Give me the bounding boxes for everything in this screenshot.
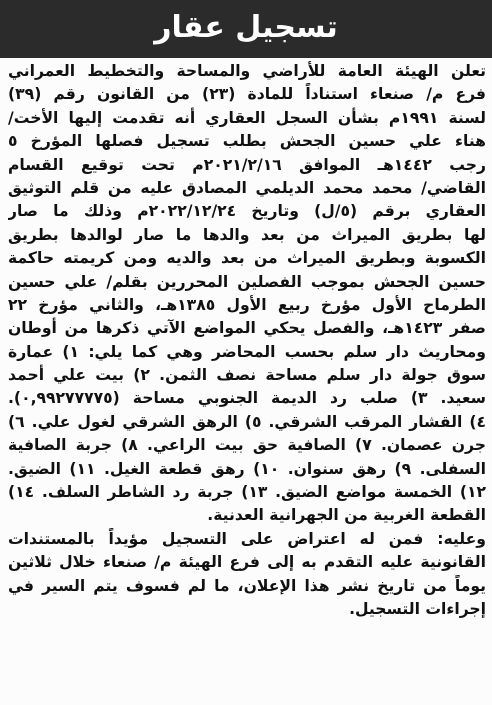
notice-line: تعلن الهيئة العامة للأراضي والمساحة والتخطيط العمراني bbox=[8, 62, 486, 80]
notice-line: لها بطريق الميراث من بعد والدها ما صار لوالدها بطريق bbox=[8, 225, 486, 244]
notice-line: ٤) القشار المرقب الشرقي. ٥) الرهق الشرقي لغول علي. ٦) bbox=[8, 412, 486, 431]
notice-line: سوق جولة دار سلم مساحة نصف الثمن. ٢) بيت علي أحمد bbox=[8, 366, 486, 385]
notice-line: فرع م/ صنعاء استناداً للمادة (٢٣) من القانون رقم (٣٩) bbox=[8, 85, 486, 104]
notice-title: تسجيل عقار bbox=[154, 10, 338, 45]
notice-line: القانونية عليه التقدم به إلى فرع الهيئة م/ صنعاء خلال ثلاثين bbox=[8, 553, 486, 572]
notice-line: هناء علي حسين الجحش بطلب تسجيل فصلها المؤرخ ٥ bbox=[8, 132, 486, 151]
notice-line: ومحاريث دار سلم بحسب المحاضر وهي كما يلي: ١) عمارة bbox=[8, 342, 486, 361]
notice-line: القاضي/ محمد محمد الديلمي المصادق عليه من قلم التوثيق bbox=[8, 178, 486, 197]
notice-line: سعيد. ٣) صلب رد الديمة الجنوبي مساحة (٠,٩٩٢٧٧٧٧٥). bbox=[8, 389, 486, 408]
notice-line: حسين الجحش بموجب الفصلين المحررين بقلم/ علي حسين bbox=[8, 272, 486, 291]
notice-line: إجراءات التسجيل. bbox=[349, 599, 486, 618]
notice-line: رجب ١٤٤٢هـ الموافق ٢٠٢١/٢/١٦م تحت توقيع القسام bbox=[8, 155, 486, 174]
notice-line: السفلى. ٩) رهق سنوان. ١٠) رهق قطعة الغيل. ١١) الضيق. bbox=[8, 459, 486, 478]
notice-line: يوماً من تاريخ نشر هذا الإعلان، ما لم فسوف يتم السير في bbox=[8, 576, 486, 595]
notice-line: صفر ١٤٢٣هـ، والفصل يحكي المواضع الآتي ذكرها من أوطان bbox=[8, 319, 486, 338]
notice-body bbox=[8, 60, 486, 621]
notice-line: العقاري برقم (٥/ل) وتاريخ ٢٠٢٢/١٢/٢٤م وذلك ما صار bbox=[8, 202, 486, 221]
notice-line: لسنة ١٩٩١م بشأن السجل العقاري أنه تقدمت إليها الأخت/ bbox=[8, 108, 486, 127]
notice-line: وعليه: فمن له اعتراض على التسجيل مؤيداً بالمستندات bbox=[8, 529, 486, 548]
notice-line: جرن عصمان. ٧) الصافية حق بيت الراعي. ٨) جربة الصافية bbox=[8, 436, 486, 455]
notice-line: ١٢) الخمسة مواضع الضيق. ١٣) جربة رد الشاطر السلف. ١٤) bbox=[8, 483, 486, 502]
notice-line: القطعة الغربية من الجهرانية العدنية. bbox=[207, 506, 486, 525]
notice-line: الطرماح الأول مؤرخ ربيع الأول ١٣٨٥هـ، والثاني مؤرخ ٢٢ bbox=[8, 295, 486, 314]
notice-line: الكسوبة وبطريق الميراث من بعد والديه ومن كريمته حاكمة bbox=[8, 249, 486, 268]
notice-header bbox=[0, 0, 492, 58]
